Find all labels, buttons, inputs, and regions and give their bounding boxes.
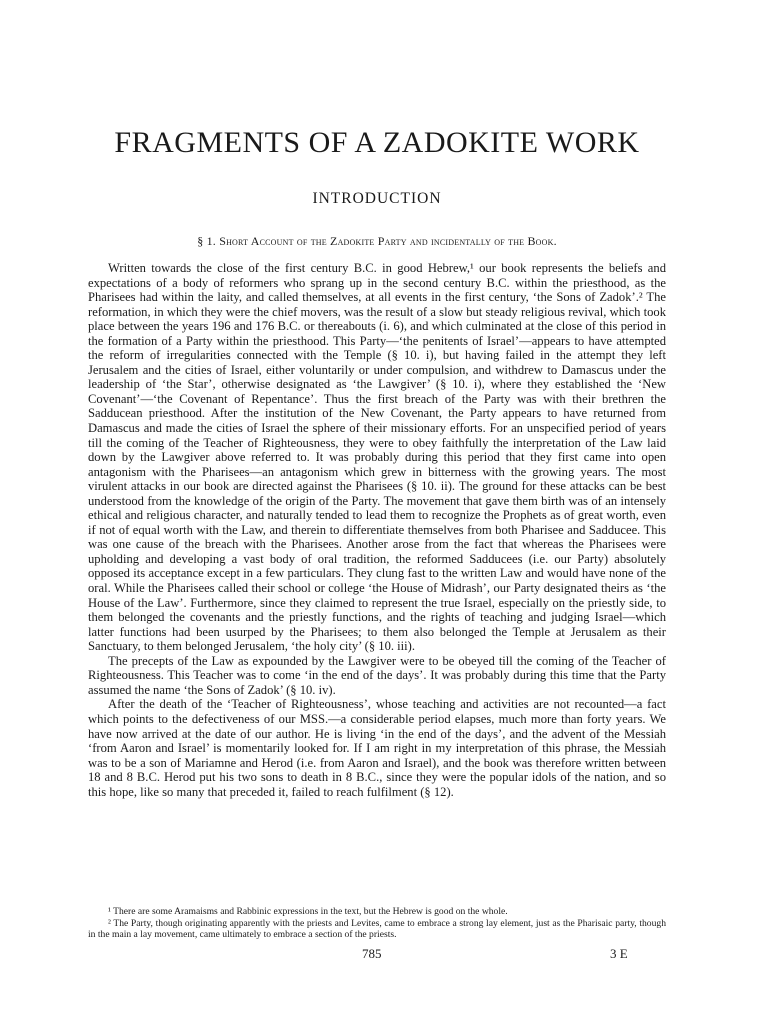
page-number: 785 [362, 946, 382, 961]
section-heading: § 1. Short Account of the Zadokite Party and incidentally of the Book. [197, 234, 557, 248]
document-title: FRAGMENTS OF A ZADOKITE WORK [114, 126, 640, 159]
printer-signature: 3 E [610, 946, 628, 961]
section-subtitle: INTRODUCTION [312, 190, 442, 207]
footnotes [88, 906, 666, 941]
footnote: ¹ There are some Aramaisms and Rabbinic expressions in the text, but the Hebrew is good on the whole. [108, 906, 508, 917]
paragraph: The precepts of the Law as expounded by the Lawgiver were to be obeyed till the coming of the Teacher of Righteousness. This Teacher was to come ‘in the end of the days’. It was probably during this time that the Party assumed the name ‘the Sons of Zadok’ (§ 10. iv). [88, 653, 666, 697]
paragraph: Written towards the close of the first century B.C. in good Hebrew,¹ our book represents the beliefs and expectations of a body of reformers who sprang up in the second century B.C. within the priesthood, as the Pharisees had within the laity, and called themselves, at all events in the first century, ‘the Sons of Zadok’.² The reformation, in which they were the chief movers, was the result of a slow but steady religious revival, which took place between the years 196 and 176 B.C. or thereabouts (i. 6), and which culminated at the close of this period in the formation of a Party within the priesthood. This Party—‘the penitents of Israel’—appears to have attempted the reform of irregularities connected with the Temple (§ 10. i), but having failed in the attempt they left Jerusalem and the cities of Israel, either voluntarily or under compulsion, and withdrew to Damascus under the leadership of ‘the Star’, otherwise designated as ‘the Lawgiver’ (§ 10. i), where they established the ‘New Covenant’—‘the Covenant of Repentance’. Thus the first breach of the Party was with their brethren the Sadducean priesthood. After the institution of the New Covenant, the Party appears to have returned from Damascus and made the cities of Israel the sphere of their missionary efforts. For an unspecified period of years till the coming of the Teacher of Righteousness, they were to obey faithfully the interpretation of the Law laid down by the Lawgiver above referred to. It was probably during this period that they first came into open antagonism with the Pharisees—an antagonism which grew in bitterness with the growing years. The most virulent attacks in our book are directed against the Pharisees (§ 10. ii). The ground for these attacks can be best understood from the knowledge of the origin of the Party. The movement that gave them birth was of an intensely ethical and religious character, and naturally tended to lead them to recognize the Prophets as of great worth, even if not of equal worth with the Law, and therein to differentiate themselves from both Pharisee and Sadducee. This was one cause of the breach with the Pharisees. Another arose from the fact that whereas the Pharisees were upholding and developing a vast body of oral tradition, the reformed Sadducees (i.e. our Party) absolutely opposed its acceptance except in a few particulars. They clung fast to the written Law and would have none of the oral. While the Pharisees called their school or college ‘the House of Midrash’, our Party designated theirs as ‘the House of the Law’. Furthermore, since they claimed to represent the true Israel, especially on the priestly side, to them belonged the covenants and the priestly functions, and the rights of teaching and judging Israel—which latter functions had been usurped by the Pharisees; to them also belonged the Temple at Jerusalem as their Sanctuary, to them belonged Jerusalem, ‘the holy city’ (§ 10. iii). [88, 261, 666, 654]
body-text [88, 261, 666, 799]
paragraph: After the death of the ‘Teacher of Righteousness’, whose teaching and activities are not recounted—a fact which points to the defectiveness of our MSS.—a considerable period elapses, much more than forty years. We have now arrived at the date of our author. He is living ‘in the end of the days’, and the advent of the Messiah ‘from Aaron and Israel’ is momentarily looked for. If I am right in my interpretation of this phrase, the Messiah was to be a son of Mariamne and Herod (i.e. from Aaron and Israel), and the book was therefore written between 18 and 8 B.C. Herod put his two sons to death in 8 B.C., since they were the popular idols of the nation, and so this hope, like so many that preceded it, failed to reach fulfilment (§ 12). [88, 697, 666, 799]
footnote: ² The Party, though originating apparently with the priests and Levites, came to embrace a strong lay element, just as the Pharisaic party, though in the main a lay movement, came ultimately to embrace a section of the priests. [88, 917, 666, 940]
